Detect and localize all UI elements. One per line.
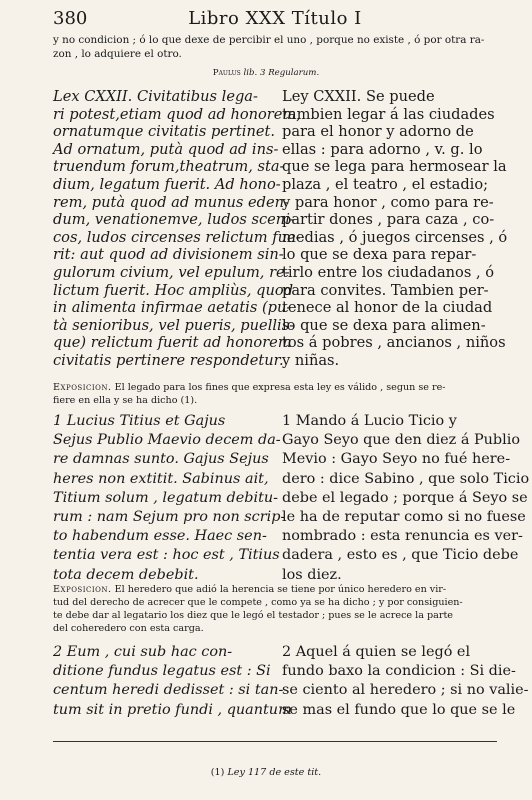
exposition-text: El heredero que adió la herencia se tiene por único heredero en vir-: [114, 584, 447, 595]
exposition-line: [53, 583, 497, 596]
latin-line: que) relictum fuerit ad honorem: [53, 334, 292, 352]
footnote-text: Ley 117 de este tit.: [227, 767, 322, 778]
latin-line: ditione fundus legatus est : Si: [53, 663, 271, 680]
continuation-line: zon , lo adquiere el otro.: [53, 47, 182, 60]
spanish-line: para el honor y adorno de: [282, 123, 474, 141]
latin-column: [53, 412, 286, 585]
exposition-line: del coheredero con esta carga.: [53, 623, 204, 634]
latin-line: rem, putà quod ad munus eden-: [53, 193, 289, 211]
latin-line: centum heredi dedisset : si tan-: [53, 682, 284, 699]
spanish-line: tenece al honor de la ciudad: [282, 299, 493, 317]
latin-line: Lex CXXII. Civitatibus lega-: [53, 88, 258, 105]
spanish-line: tos á pobres , ancianos , niños: [282, 334, 506, 352]
page-number: 380: [53, 8, 88, 29]
author-source: lib. 3 Regularum.: [243, 68, 320, 78]
latin-line: re damnas sunto. Gajus Sejus: [53, 451, 269, 468]
latin-line: civitatis pertinere respondetur.: [53, 351, 284, 369]
latin-line: rum : nam Sejum pro non scrip-: [53, 509, 286, 526]
latin-line: truendum forum,theatrum, sta-: [53, 158, 285, 176]
latin-column: [53, 88, 301, 370]
spanish-line: Ley CXXII. Se puede: [282, 88, 435, 105]
latin-line: ri potest,etiam quod ad honorem,: [53, 105, 301, 123]
latin-line: cos, ludos circenses relictum fue-: [53, 228, 301, 246]
spanish-line: plaza , el teatro , el estadio;: [282, 175, 489, 193]
law-section: [53, 643, 529, 723]
latin-line: 2 Eum , cui sub hac con-: [53, 644, 233, 660]
spanish-line: y para honor , como para re-: [282, 193, 494, 211]
continuation-text: [53, 34, 497, 61]
spanish-column: [282, 643, 529, 720]
spanish-line: los diez.: [282, 566, 342, 583]
running-title: Libro XXX Título I: [188, 8, 362, 29]
spanish-line: tirlo entre los ciudadanos , ó: [282, 263, 495, 281]
spanish-line: le ha de reputar como si no fuese: [282, 509, 526, 526]
latin-line: ornatumque civitatis pertinet.: [53, 123, 275, 141]
spanish-line: medias , ó juegos circenses , ó: [282, 228, 508, 246]
spanish-line: 2 Aquel á quien se legó el: [282, 644, 471, 660]
exposition-text: El legado para los fines que expresa esta ley es válido , segun se re-: [114, 382, 446, 393]
footnote-divider: [53, 741, 497, 742]
spanish-line: 1 Mando á Lucio Ticio y: [282, 413, 457, 429]
spanish-line: Gayo Seyo que den diez á Publio: [282, 432, 521, 449]
spanish-line: dadera , esto es , que Ticio debe: [282, 547, 519, 564]
footnote: [0, 767, 532, 778]
spanish-line: Mevio : Gayo Seyo no fué here-: [282, 451, 511, 468]
exposition-block: [53, 381, 497, 407]
spanish-line: lo que se dexa para alimen-: [282, 316, 486, 334]
spanish-line: lo que se dexa para repar-: [282, 246, 477, 264]
page-header: [53, 6, 497, 32]
exposition-label: Exposicion.: [53, 382, 112, 393]
latin-line: gulorum civium, vel epulum, re-: [53, 263, 290, 281]
exposition-line: [53, 381, 497, 394]
spanish-line: para convites. Tambien per-: [282, 281, 489, 299]
spanish-line: nombrado : esta renuncia es ver-: [282, 528, 523, 545]
spanish-line: partir dones , para caza , co-: [282, 211, 495, 229]
author-name: Paulus: [212, 68, 241, 78]
latin-line: rit: aut quod ad divisionem sin-: [53, 246, 284, 264]
spanish-line: que se lega para hermosear la: [282, 158, 507, 176]
latin-line: tà senioribus, vel pueris, puellis-: [53, 316, 295, 334]
footnote-marker: (1): [210, 767, 225, 778]
spanish-line: se mas el fundo que lo que se le: [282, 701, 516, 718]
latin-line: dium, legatum fuerit. Ad hono-: [53, 175, 281, 193]
latin-line: dum, venationemve, ludos sceni-: [53, 211, 295, 229]
law-section: [53, 88, 508, 378]
latin-line: to habendum esse. Haec sen-: [53, 528, 267, 545]
spanish-column: [282, 88, 508, 370]
spanish-line: se ciento al heredero ; si no valie-: [282, 682, 529, 699]
exposition-block: [53, 583, 497, 635]
spanish-line: fundo baxo la condicion : Si die-: [282, 663, 516, 680]
exposition-line: tud del derecho de acrecer que le compete , como ya se ha dicho ; y por consiguien-: [53, 597, 463, 608]
spanish-line: debe el legado ; porque á Seyo se: [282, 489, 528, 506]
latin-line: Titium solum , legatum debitu-: [53, 489, 279, 506]
latin-line: Sejus Publio Maevio decem da-: [53, 432, 281, 449]
latin-column: [53, 643, 292, 720]
exposition-label: Exposicion.: [53, 584, 112, 595]
latin-line: Ad ornatum, putà quod ad ins-: [53, 140, 279, 158]
latin-line: in alimenta infirmae aetatis (pu-: [53, 299, 292, 317]
exposition-line: fiere en ella y se ha dicho (1).: [53, 395, 198, 406]
spanish-line: dero : dice Sabino , que solo Ticio: [282, 470, 530, 487]
spanish-line: y niñas.: [282, 351, 340, 369]
spanish-line: tambien legar á las ciudades: [282, 105, 495, 123]
spanish-line: ellas : para adorno , v. g. lo: [282, 140, 483, 158]
latin-line: lictum fuerit. Hoc ampliùs, quod: [53, 281, 294, 299]
spanish-column: [282, 412, 530, 585]
continuation-line: y no condicion ; ó lo que dexe de percibir el uno , porque no existe , ó por otra ra-: [53, 34, 485, 46]
latin-line: heres non extitit. Sabinus ait,: [53, 470, 269, 487]
latin-line: 1 Lucius Titius et Gajus: [53, 413, 226, 429]
exposition-line: te debe dar al legatario los diez que le legó el testador ; pues se le acrece la parte: [53, 610, 453, 621]
latin-line: tum sit in pretio fundi , quantum: [53, 701, 292, 718]
latin-line: tota decem debebit.: [53, 566, 199, 583]
author-reference: [0, 68, 532, 78]
latin-line: tentia vera est : hoc est , Titius: [53, 547, 280, 564]
law-section: [53, 412, 530, 588]
